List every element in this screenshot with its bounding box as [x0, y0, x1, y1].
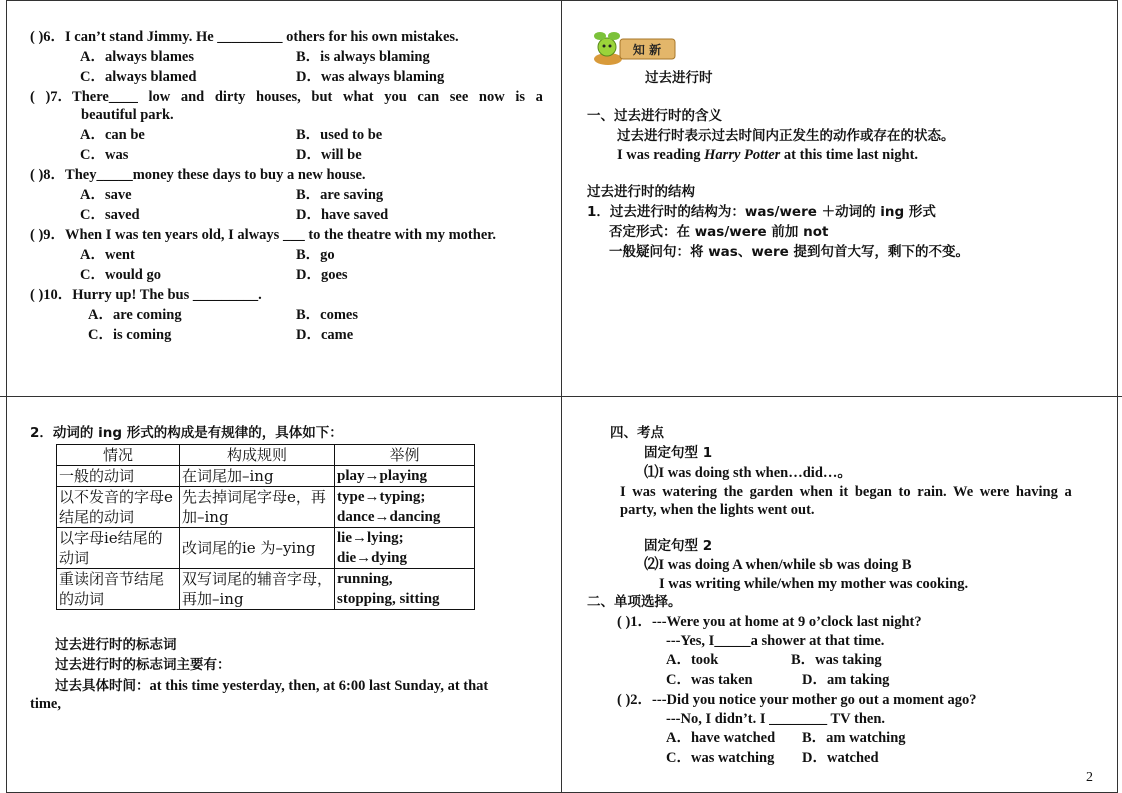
- topic-title: 过去进行时: [645, 70, 713, 86]
- q10-stem: ( )10．Hurry up! The bus _________.: [30, 287, 262, 303]
- q6-option-a: A．always blames: [80, 49, 194, 65]
- pattern2-example: I was writing while/when my mother was cooking.: [659, 576, 969, 592]
- ing-rule-heading: 2．动词的 ing 形式的构成是有规律的，具体如下：: [30, 425, 343, 441]
- exercise2-option-a: A．have watched: [666, 730, 776, 746]
- section4-title: 四、考点: [610, 425, 664, 441]
- table-cell: 以不发音的字母e 结尾的动词: [57, 487, 180, 528]
- section1-definition: 过去进行时表示过去时间内正发生的动作或存在的状态。: [617, 128, 955, 144]
- exercise2-stem: ( )2．---Did you notice your mother go out a moment ago?: [617, 692, 977, 708]
- exercise1-stem-continued: ---Yes, I_____a shower at that time.: [666, 633, 885, 649]
- q9-option-d: D．goes: [296, 267, 348, 283]
- exercise1-stem: ( )1．---Were you at home at 9 o’clock last night?: [617, 614, 922, 630]
- table-cell: 在词尾加–ing: [180, 466, 335, 487]
- q8-option-b: B．are saving: [296, 187, 384, 203]
- q6-option-b: B．is always blaming: [296, 49, 430, 65]
- table-cell: 一般的动词: [57, 466, 180, 487]
- q7-stem: ( )7．There____ low and dirty houses, but what you can see now is a: [30, 89, 543, 105]
- q9-option-b: B．go: [296, 247, 335, 263]
- q8-option-a: A．save: [80, 187, 132, 203]
- q8-stem: ( )8．They_____money these days to buy a new house.: [30, 167, 366, 183]
- q7-option-a: A．can be: [80, 127, 145, 143]
- logo-text: 知 新: [632, 43, 662, 57]
- q9-stem: ( )9．When I was ten years old, I always ___ to the theatre with my mother.: [30, 227, 496, 243]
- pattern1-example-continued: party, when the lights went out.: [620, 502, 815, 518]
- table-cell: type→typing; dance→dancing: [335, 487, 475, 528]
- table-row: [57, 466, 475, 487]
- signal-time-line: 过去具体时间：at this time yesterday, then, at 6:00 last Sunday, at that: [55, 678, 489, 694]
- signal-time-line-continued: time,: [30, 696, 61, 712]
- table-cell: 双写词尾的辅音字母，再加–ing: [180, 569, 335, 610]
- q10-option-a: A．are coming: [88, 307, 182, 323]
- table-row: [57, 528, 475, 569]
- q10-option-d: D．came: [296, 327, 354, 343]
- exercise2-option-d: D．watched: [802, 750, 879, 766]
- section1-title: 一、过去进行时的含义: [587, 108, 722, 124]
- q8-option-d: D．have saved: [296, 207, 389, 223]
- q6-option-c: C．always blamed: [80, 69, 197, 85]
- exercise2-option-c: C．was watching: [666, 750, 775, 766]
- negative-form-line: 否定形式：在 was/were 前加 not: [609, 224, 829, 240]
- q9-option-c: C．would go: [80, 267, 161, 283]
- q7-option-c: C．was: [80, 147, 129, 163]
- zhixin-logo-icon: [590, 27, 680, 67]
- q6-stem: ( )6．I can’t stand Jimmy. He _________ others for his own mistakes.: [30, 29, 459, 45]
- page-number: 2: [1086, 770, 1093, 785]
- exercise1-option-a: A．took: [666, 652, 719, 668]
- exercise1-option-c: C．was taken: [666, 672, 753, 688]
- table-header: 构成规则: [180, 445, 335, 466]
- table-row: [57, 569, 475, 610]
- exercise1-option-b: B．was taking: [791, 652, 882, 668]
- table-cell: running, stopping, sitting: [335, 569, 475, 610]
- q10-option-b: B．comes: [296, 307, 359, 323]
- signal-words-line: 过去进行时的标志词主要有：: [55, 657, 231, 673]
- table-header-row: [57, 445, 475, 466]
- table-cell: play→playing: [335, 466, 475, 487]
- exercise1-option-d: D．am taking: [802, 672, 890, 688]
- structure-line: 1．过去进行时的结构为：was/were ＋动词的 ing 形式: [587, 204, 936, 220]
- q8-option-c: C．saved: [80, 207, 140, 223]
- ing-rules-table: [56, 444, 475, 610]
- q6-option-d: D．was always blaming: [296, 69, 445, 85]
- table-header: 情况: [57, 445, 180, 466]
- q7-stem-continued: beautiful park.: [81, 107, 174, 123]
- table-row: [57, 487, 475, 528]
- q7-option-d: D．will be: [296, 147, 362, 163]
- q9-option-a: A．went: [80, 247, 135, 263]
- table-header: 举例: [335, 445, 475, 466]
- table-cell: 改词尾的ie 为–ying: [180, 528, 335, 569]
- pattern1-line: ⑴I was doing sth when…did…。: [644, 465, 852, 481]
- pattern2-title: 固定句型 2: [644, 538, 713, 554]
- table-cell: 先去掉词尾字母e，再加–ing: [180, 487, 335, 528]
- pattern1-title: 固定句型 1: [644, 445, 713, 461]
- q7-option-b: B．used to be: [296, 127, 383, 143]
- table-cell: 重读闭音节结尾的动词: [57, 569, 180, 610]
- pattern2-line: ⑵I was doing A when/while sb was doing B: [644, 557, 912, 573]
- question-form-line: 一般疑问句：将 was、were 提到句首大写，剩下的不变。: [609, 244, 969, 260]
- table-cell: 以字母ie结尾的动词: [57, 528, 180, 569]
- q10-option-c: C．is coming: [88, 327, 172, 343]
- section2-title: 过去进行时的结构: [587, 184, 695, 200]
- table-cell: lie→lying; die→dying: [335, 528, 475, 569]
- exercise2-option-b: B．am watching: [802, 730, 906, 746]
- signal-words-title: 过去进行时的标志词: [55, 637, 177, 653]
- exercise-section-title: 二、单项选择。: [587, 594, 682, 610]
- section1-example: I was reading Harry Potter at this time last night.: [617, 147, 919, 163]
- pattern1-example: I was watering the garden when it began to rain. We were having a: [620, 484, 1072, 500]
- exercise2-stem-continued: ---No, I didn’t. I ________ TV then.: [666, 711, 886, 727]
